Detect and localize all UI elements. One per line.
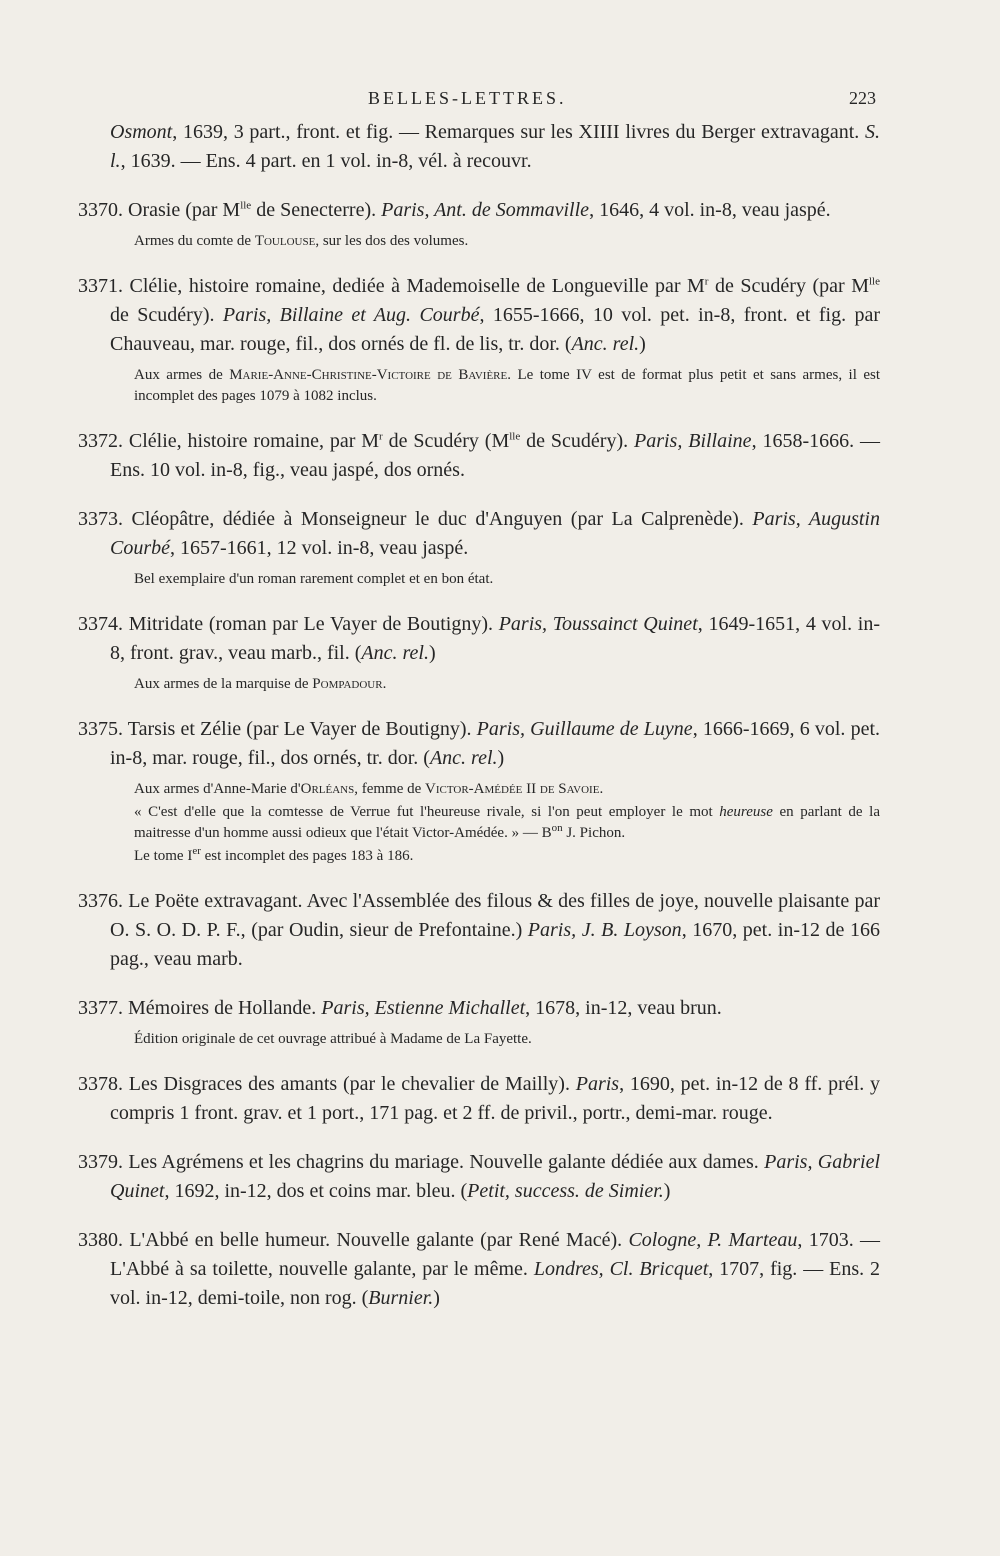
text-segment: Cléopâtre, dédiée à Monseigneur le duc d'Anguyen (par La Calprenède). [123,508,753,530]
text-segment: est incomplet des pages 183 à 186. [200,848,414,864]
entry-number: 3379. [78,1151,123,1173]
text-segment: ) [428,642,436,664]
text-segment: de Scudéry). [110,304,223,326]
text-segment: lle [509,430,521,443]
entry-number: 3380. [78,1229,123,1251]
entry-note [134,846,880,867]
text-segment: ) [663,1180,671,1202]
entry-note [134,231,880,252]
text-segment: , 1692, in-12, dos et coins mar. bleu. ( [164,1180,468,1202]
entry-text [78,610,881,668]
text-segment: Petit, success. de Simier. [467,1180,664,1202]
text-segment: Le Poëte extravagant. Avec l'Assemblée des filous & des filles de joye, nouvelle plaisante par O. S. O. D. P. F., (par Oudin, sieur de Prefontaine.) [110,890,880,941]
text-segment: , 1690, pet. in-12 de 8 ff. prél. y compris 1 front. grav. et 1 port., 171 pag. et 2 ff. de privil., portr., demi-mar. rouge. [110,1073,880,1124]
entry-number: 3373. [78,508,123,530]
catalogue-page [78,88,881,1313]
text-segment: de Scudéry). [520,430,634,452]
text-segment: Orasie (par M [123,199,241,221]
text-segment: Anc. rel. [429,747,498,769]
entry-text [78,887,880,974]
text-segment: J. Pichon. [562,825,626,841]
entry-text [78,427,880,485]
catalogue-entry-3380 [78,1226,881,1313]
catalogue-entry-3370 [78,196,880,252]
text-segment: , 1655-1666, 10 vol. pet. in-8, front. et fig. par Chauveau, mar. rouge, fil., dos ornés de fl. de lis, tr. dor. ( [110,304,881,355]
entry-number: 3370. [78,199,123,221]
entry-number: 3378. [78,1073,123,1095]
text-segment: Tarsis et Zélie (par Le Vayer de Boutigny). [123,718,477,740]
text-segment: Paris, Estienne Michallet [321,997,526,1019]
entry-note [134,365,880,407]
text-segment: , 1639, 3 part., front. et fig. — Remarques sur les XIIII livres du Berger extravagant. [172,121,865,143]
page-header [110,88,880,118]
text-segment: Aux armes d'Anne-Marie d' [134,781,301,797]
entry-number: 3371. [78,275,123,297]
text-segment: L'Abbé en belle humeur. Nouvelle galante (par René Macé). [123,1229,629,1251]
text-segment: . [599,781,604,797]
entry-number: 3376. [78,890,123,912]
entry-text [78,272,881,359]
text-segment: , 1657-1661, 12 vol. in-8, veau jaspé. [170,537,469,559]
text-segment: er [192,845,201,857]
text-segment: r [379,430,383,443]
text-segment: , 1639. — Ens. 4 part. en 1 vol. in-8, vél. à recouvr. [120,150,532,172]
text-segment: , 1670, pet. in-12 de 166 pag., veau marb. [110,919,880,970]
text-segment: r [704,275,709,288]
catalogue-entry-3372 [78,427,880,485]
text-segment: Armes du comte de [134,233,255,249]
text-segment: Paris, J. B. Loyson [527,919,682,941]
entry-number: 3374. [78,613,123,635]
text-segment: lle [240,199,252,212]
text-segment: . Le tome IV est de format plus petit et sans armes, il est incomplet des pages 1079 à 1082 inclus. [134,367,880,404]
text-segment: . [382,676,387,692]
text-segment: Mémoires de Hollande. [123,997,322,1019]
text-segment: Le tome I [134,848,193,864]
catalogue-entry-3377 [78,994,880,1050]
entry-text [78,1148,880,1206]
entry-number: 3372. [78,430,123,452]
entry-text [78,994,880,1023]
text-segment: en parlant de la maitresse d'un homme aussi odieux que l'était Victor-Amédée. » — B [134,804,880,841]
entry-number: 3377. [78,997,123,1019]
text-segment: , 1658-1666. — Ens. 10 vol. in-8, fig., veau jaspé, dos ornés. [110,430,880,481]
text-segment: Osmont [110,121,173,143]
text-segment: Paris [575,1073,620,1095]
text-segment: Victor-Amédée II de Savoie [425,781,600,797]
text-segment: on [551,822,563,834]
entry-note [134,569,880,590]
entry-note [134,1029,880,1050]
entry-text [78,1070,880,1128]
text-segment: Mitridate (roman par Le Vayer de Boutigny). [123,613,499,635]
text-segment: , femme de [354,781,426,797]
entry-text [78,715,881,773]
text-segment: Édition originale de cet ouvrage attribué à Madame de La Fayette. [134,1031,532,1047]
text-segment: , 1646, 4 vol. in-8, veau jaspé. [589,199,831,221]
entry-text [110,118,880,176]
text-segment: Bel exemplaire d'un roman rarement complet et en bon état. [134,571,494,587]
text-segment: ) [639,333,646,355]
text-segment: Paris, Gabriel Quinet [110,1151,880,1202]
text-segment: , 1649-1651, 4 vol. in-8, front. grav., veau marb., fil. ( [110,613,881,664]
text-segment: Paris, Ant. de Sommaville [381,199,590,221]
text-segment: de Scudéry (par M [708,275,869,297]
text-segment: Marie-Anne-Christine-Victoire de Bavière [229,367,508,383]
catalogue-entry-3378 [78,1070,880,1128]
catalogue-entry-3375 [78,715,881,867]
text-segment: Les Agrémens et les chagrins du mariage. Nouvelle galante dédiée aux dames. [123,1151,765,1173]
entry-note [134,802,880,844]
page-number: 223 [849,88,876,108]
text-segment: Clélie, histoire romaine, dediée à Mademoiselle de Longueville par M [123,275,705,297]
text-segment: Anc. rel. [571,333,640,355]
text-segment: Paris, Toussainct Quinet [498,613,698,635]
text-segment: Orléans [300,781,355,797]
text-segment: Aux armes de la marquise de [134,676,313,692]
catalogue-entry-3376 [78,887,880,974]
text-segment: Paris, Augustin Courbé [110,508,880,559]
text-segment: S. l. [110,121,880,172]
text-segment: Cologne, P. Marteau [628,1229,798,1251]
entry-text [78,505,880,563]
text-segment: Les Disgraces des amants (par le chevalier de Mailly). [123,1073,576,1095]
text-segment: Paris, Billaine [634,430,752,452]
text-segment: , sur les dos des volumes. [315,233,469,249]
text-segment: Londres, Cl. Bricquet [533,1258,709,1280]
catalogue-entry-3379 [78,1148,880,1206]
text-segment: Paris, Billaine et Aug. Courbé [222,304,480,326]
entry-text [78,196,880,225]
catalogue-entry-3374 [78,610,881,695]
text-segment: Burnier. [368,1287,434,1309]
text-segment: lle [869,275,880,288]
text-segment: , 1666-1669, 6 vol. pet. in-8, mar. rouge, fil., dos ornés, tr. dor. ( [110,718,881,769]
text-segment: , 1678, in-12, veau brun. [525,997,722,1019]
text-segment: Pompadour [312,676,383,692]
text-segment: « C'est d'elle que la comtesse de Verrue fut l'heureuse rivale, si l'on peut employer le mot [134,804,720,820]
entry-list [78,118,881,1313]
text-segment: de Scudéry (M [382,430,510,452]
text-segment: de Senecterre). [251,199,382,221]
entry-text [78,1226,881,1313]
text-segment: Toulouse [254,233,316,249]
text-segment: Aux armes de [134,367,230,383]
text-segment: Clélie, histoire romaine, par M [123,430,380,452]
running-title: BELLES-LETTRES. [368,88,567,108]
text-segment: Paris, Guillaume de Luyne [476,718,693,740]
text-segment: , 1703. — L'Abbé à sa toilette, nouvelle galante, par le même. [110,1229,881,1280]
catalogue-entry-cont [110,118,880,176]
text-segment: Anc. rel. [361,642,429,664]
text-segment: ) [497,747,505,769]
catalogue-entry-3373 [78,505,880,590]
text-segment: ) [433,1287,440,1309]
text-segment: heureuse [719,804,773,820]
text-segment: , 1707, fig. — Ens. 2 vol. in-12, demi-toile, non rog. ( [110,1258,881,1309]
entry-note [134,779,880,800]
entry-number: 3375. [78,718,123,740]
catalogue-entry-3371 [78,272,881,407]
entry-note [134,674,880,695]
